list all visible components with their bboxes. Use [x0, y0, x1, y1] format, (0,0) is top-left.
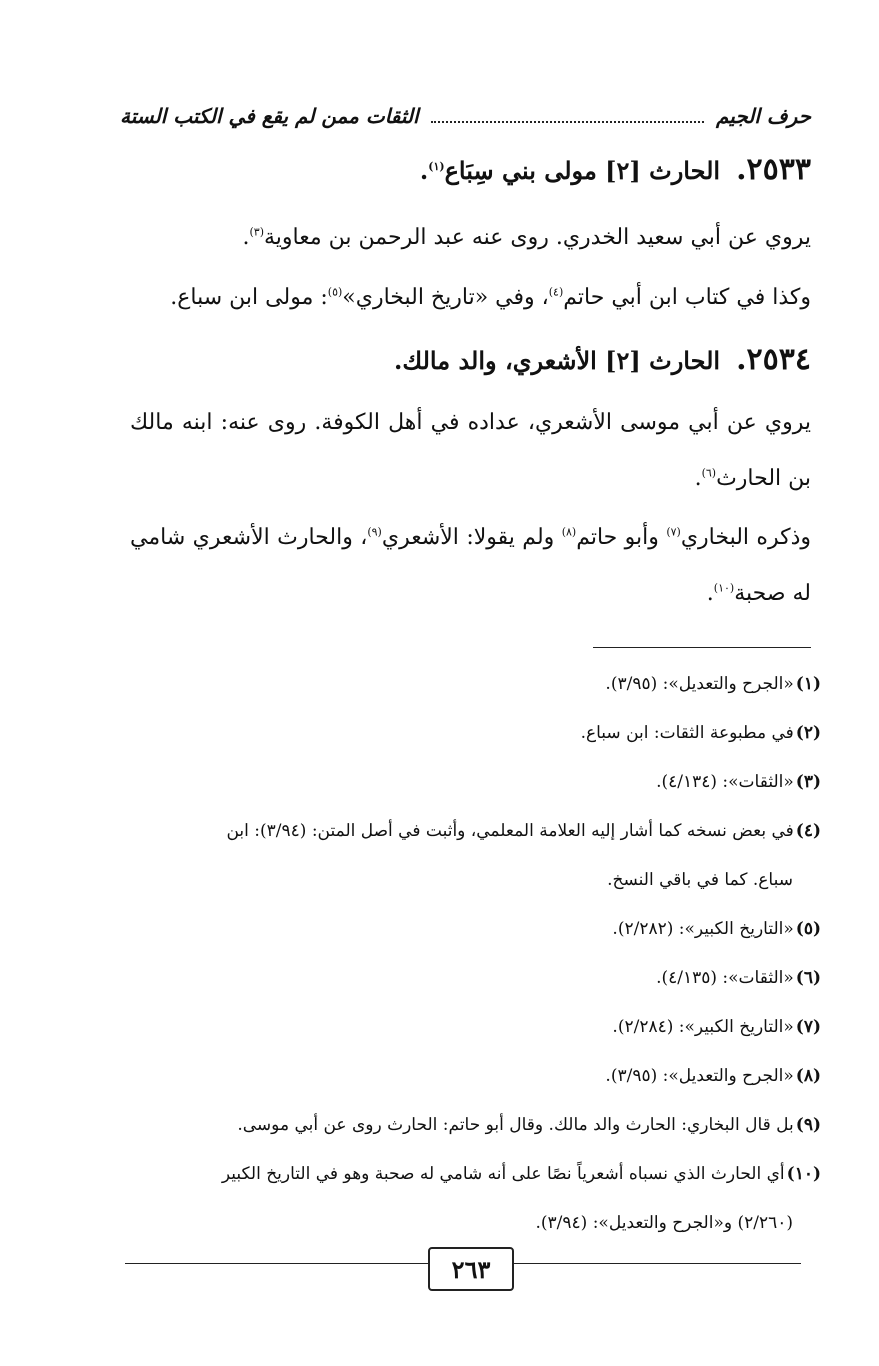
- footnote-text: في مطبوعة الثقات: ابن سباع.: [580, 723, 794, 743]
- footnote-9: [110, 1101, 821, 1150]
- paragraph-text: .: [242, 225, 250, 250]
- entry-2534-paragraph-2: [130, 510, 811, 622]
- footnote-text: «الثقات»: (٤/١٣٥).: [656, 968, 794, 988]
- paragraph-text: ، والحارث الأشعري شامي له صحبة: [130, 525, 811, 606]
- footnote-text: «الجرح والتعديل»: (٣/٩٥).: [605, 674, 794, 694]
- entry-2534-paragraph-1: [130, 395, 811, 507]
- footnote-4: [110, 807, 821, 905]
- footnote-number: (٦): [795, 968, 821, 988]
- footnote-text: «التاريخ الكبير»: (٢/٢٨٢).: [612, 919, 794, 939]
- footnote-number: (٧): [795, 1017, 821, 1037]
- header-dot-leader: [431, 121, 704, 123]
- paragraph-text: .: [706, 581, 714, 606]
- footnote-number: (٢): [795, 723, 821, 743]
- header-chapter: حرف الجيم: [716, 104, 811, 128]
- footnote-text: «الثقات»: (٤/١٣٤).: [656, 772, 794, 792]
- footnote-text: بل قال البخاري: الحارث والد مالك. وقال أبو حاتم: الحارث روى عن أبي موسى.: [237, 1115, 794, 1135]
- paragraph-text: وكذا في كتاب ابن أبي حاتم: [563, 285, 811, 310]
- footnote-number: (٨): [795, 1066, 821, 1086]
- running-header: [120, 96, 811, 136]
- footnote-7: [110, 1003, 821, 1052]
- entry-2534-title: ٢٥٣٤.الحارث [٢] الأشعري، والد مالك.: [394, 342, 811, 377]
- footnote-ref: (٩): [367, 525, 382, 539]
- footnotes-list: [110, 660, 821, 1248]
- footnote-number: (١): [795, 674, 821, 694]
- footnote-number: (٣): [795, 772, 821, 792]
- paragraph-text: وأبو حاتم: [576, 525, 667, 550]
- paragraph-text: ولم يقولا: الأشعري: [381, 525, 562, 550]
- paragraph-text: .: [694, 466, 702, 491]
- footnote-ref: (٣): [249, 225, 264, 239]
- entry-2533-title: ٢٥٣٣.الحارث [٢] مولى بني سِبَاع$^{(١)}$.: [419, 152, 811, 187]
- footnote-2: [110, 709, 821, 758]
- footnote-ref: (٨): [561, 525, 577, 539]
- footnote-separator: [593, 647, 811, 648]
- footnote-8: [110, 1052, 821, 1101]
- entry-number: ٢٥٣٣.: [736, 152, 811, 187]
- footnote-text: «التاريخ الكبير»: (٢/٢٨٤).: [612, 1017, 794, 1037]
- footnote-ref: (١٠): [713, 581, 735, 595]
- entry-name: الحارث [٢] الأشعري، والد مالك: [402, 346, 721, 375]
- entry-number: ٢٥٣٤.: [736, 342, 811, 377]
- footnote-5: [110, 905, 821, 954]
- footnote-ref: (٧): [666, 525, 681, 539]
- footnote-text: «الجرح والتعديل»: (٣/٩٥).: [605, 1066, 794, 1086]
- footnote-10: [110, 1150, 821, 1248]
- page-number: ٢٦٣: [428, 1247, 514, 1291]
- entry-name: الحارث [٢] مولى بني سِبَاع: [444, 156, 721, 185]
- footnote-6: [110, 954, 821, 1003]
- footnote-number: (٥): [795, 919, 821, 939]
- footnote-ref: (٤): [548, 285, 564, 299]
- entry-2533-paragraph-2: [130, 270, 811, 326]
- paragraph-text: وذكره البخاري: [680, 525, 811, 550]
- paragraph-text: : مولى ابن سباع.: [170, 285, 328, 310]
- footnote-1: [110, 660, 821, 709]
- paragraph-text: يروي عن أبي موسى الأشعري، عداده في أهل الكوفة. روى عنه: ابنه مالك بن الحارث: [130, 410, 811, 491]
- paragraph-text: ، وفي «تاريخ البخاري»: [342, 285, 549, 310]
- entry-2533-paragraph-1: [130, 210, 811, 266]
- footnote-continuation: (٢/٢٦٠) و«الجرح والتعديل»: (٣/٩٤).: [535, 1213, 793, 1233]
- paragraph-text: يروي عن أبي سعيد الخدري. روى عنه عبد الرحمن بن معاوية: [264, 225, 811, 250]
- footnote-number: (٩): [795, 1115, 821, 1135]
- footnote-3: [110, 758, 821, 807]
- footnote-ref: (٦): [701, 466, 717, 480]
- footnote-continuation: سباع. كما في باقي النسخ.: [607, 870, 793, 890]
- footnote-number: (١٠): [786, 1164, 821, 1184]
- footnote-text: في بعض نسخه كما أشار إليه العلامة المعلمي، وأثبت في أصل المتن: (٣/٩٤): ابن: [226, 821, 794, 841]
- footnote-number: (٤): [795, 821, 821, 841]
- footnote-text: أي الحارث الذي نسباه أشعرياً نصًا على أنه شامي له صحبة وهو في التاريخ الكبير: [221, 1164, 785, 1184]
- footnote-ref: (١): [428, 160, 445, 173]
- footnote-ref: (٥): [327, 285, 343, 299]
- header-book-title: الثقات ممن لم يقع في الكتب الستة: [120, 104, 419, 128]
